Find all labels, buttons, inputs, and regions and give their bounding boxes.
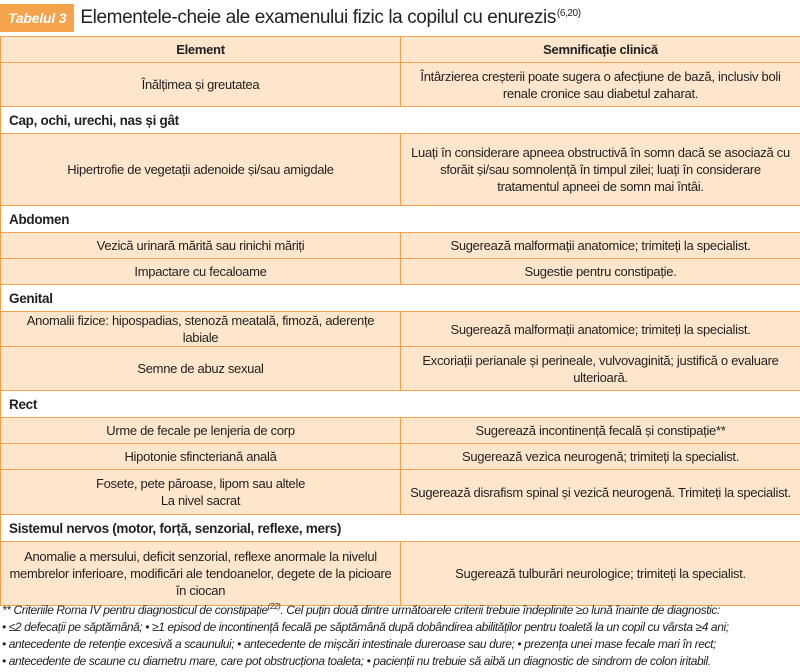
footnote-reference: (22) <box>267 602 281 611</box>
element-cell: Semne de abuz sexual <box>1 347 401 391</box>
meaning-cell: Sugerează tulburări neurologice; trimiteți la specialist. <box>401 542 800 606</box>
meaning-cell: Sugestie pentru constipație. <box>401 259 800 285</box>
table-body <box>1 63 800 606</box>
table-header-row <box>1 37 800 63</box>
column-header-meaning: Semnificație clinică <box>401 37 800 63</box>
element-cell: Urme de fecale pe lenjeria de corp <box>1 418 401 444</box>
table-row <box>1 233 800 259</box>
section-title: Abdomen <box>1 206 800 233</box>
table-row <box>1 312 800 347</box>
section-row <box>1 206 800 233</box>
table-row <box>1 63 800 107</box>
section-title: Rect <box>1 391 800 418</box>
element-cell: Hipertrofie de vegetații adenoide și/sau amigdale <box>1 134 401 206</box>
footnote-line-2: • ≤2 defecații pe săptămână; • ≥1 episod de incontinență fecală pe săptămână după dobândirea abilităților pentru toaletă la un copil cu vârsta ≥4 ani; <box>2 620 729 634</box>
meaning-cell: Sugerează malformații anatomice; trimiteți la specialist. <box>401 312 800 347</box>
meaning-cell: Sugerează vezica neurogenă; trimiteți la specialist. <box>401 444 800 470</box>
table-row <box>1 134 800 206</box>
table-row <box>1 259 800 285</box>
element-cell: Anomalie a mersului, deficit senzorial, reflexe anormale la nivelul membrelor inferioare, modificări ale tendoanelor, degete de la picioare în ciocan <box>1 542 401 606</box>
footnote-line-4: • antecedente de scaune cu diametru mare, care pot obstrucționa toaleta; • pacienții nu trebuie să aibă un diagnostic de sindrom de colon iritabil. <box>2 654 711 668</box>
table-row <box>1 347 800 391</box>
meaning-cell: Sugerează incontinență fecală și constipație** <box>401 418 800 444</box>
element-cell: Impactare cu fecaloame <box>1 259 401 285</box>
section-row <box>1 515 800 542</box>
footnote-line-3: • antecedente de retenție excesivă a scaunului; • antecedente de mișcări intestinale dureroase sau dure; • prezența unei mase fecale mari în rect; <box>2 637 716 651</box>
footnote <box>2 598 800 670</box>
element-cell: Hipotonie sfincteriană anală <box>1 444 401 470</box>
element-cell: Anomalii fizice: hipospadias, stenoză meatală, fimoză, aderențe labiale <box>1 312 401 347</box>
column-header-element: Element <box>1 37 401 63</box>
meaning-cell: Luați în considerare apneea obstructivă în somn dacă se asociază cu sforăit și/sau somnolență în timpul zilei; luați în considerare tratamentul apneei de somn mai întâi. <box>401 134 800 206</box>
table-title <box>80 7 580 29</box>
table-title-text: Elementele-cheie ale examenului fizic la copilul cu enurezis <box>80 7 556 28</box>
meaning-cell: Sugerează disrafism spinal și vezică neurogenă. Trimiteți la specialist. <box>401 470 800 515</box>
section-row <box>1 285 800 312</box>
meaning-cell: Sugerează malformații anatomice; trimiteți la specialist. <box>401 233 800 259</box>
meaning-cell: Întârzierea creșterii poate sugera o afecțiune de bază, inclusiv boli renale cronice sau diabetul zaharat. <box>401 63 800 107</box>
table-title-reference: (6,20) <box>556 7 581 19</box>
section-title: Cap, ochi, urechi, nas și gât <box>1 107 800 134</box>
footnote-text: . Cel puțin două dintre următoarele criterii trebuie îndeplinite ≥o lună înainte de diagnostic: <box>280 603 720 617</box>
table-row <box>1 542 800 606</box>
section-title: Genital <box>1 285 800 312</box>
table-row <box>1 470 800 515</box>
element-cell: Înălțimea și greutatea <box>1 63 401 107</box>
table-row <box>1 444 800 470</box>
element-cell: Fosete, pete păroase, lipom sau altele La nivel sacrat <box>1 470 401 515</box>
footnote-line-1 <box>2 598 800 619</box>
element-cell: Vezică urinară mărită sau rinichi măriți <box>1 233 401 259</box>
table-row <box>1 418 800 444</box>
section-row <box>1 391 800 418</box>
footnote-text: ** Criteriile Roma IV pentru diagnosticul de constipație <box>2 603 268 617</box>
section-row <box>1 107 800 134</box>
section-title: Sistemul nervos (motor, forță, senzorial, reflexe, mers) <box>1 515 800 542</box>
meaning-cell: Excoriații perianale și perineale, vulvovaginită; justifică o evaluare ulterioară. <box>401 347 800 391</box>
table-number-tag: Tabelul 3 <box>0 4 74 32</box>
table-title-bar <box>0 0 800 36</box>
exam-table <box>0 36 800 606</box>
